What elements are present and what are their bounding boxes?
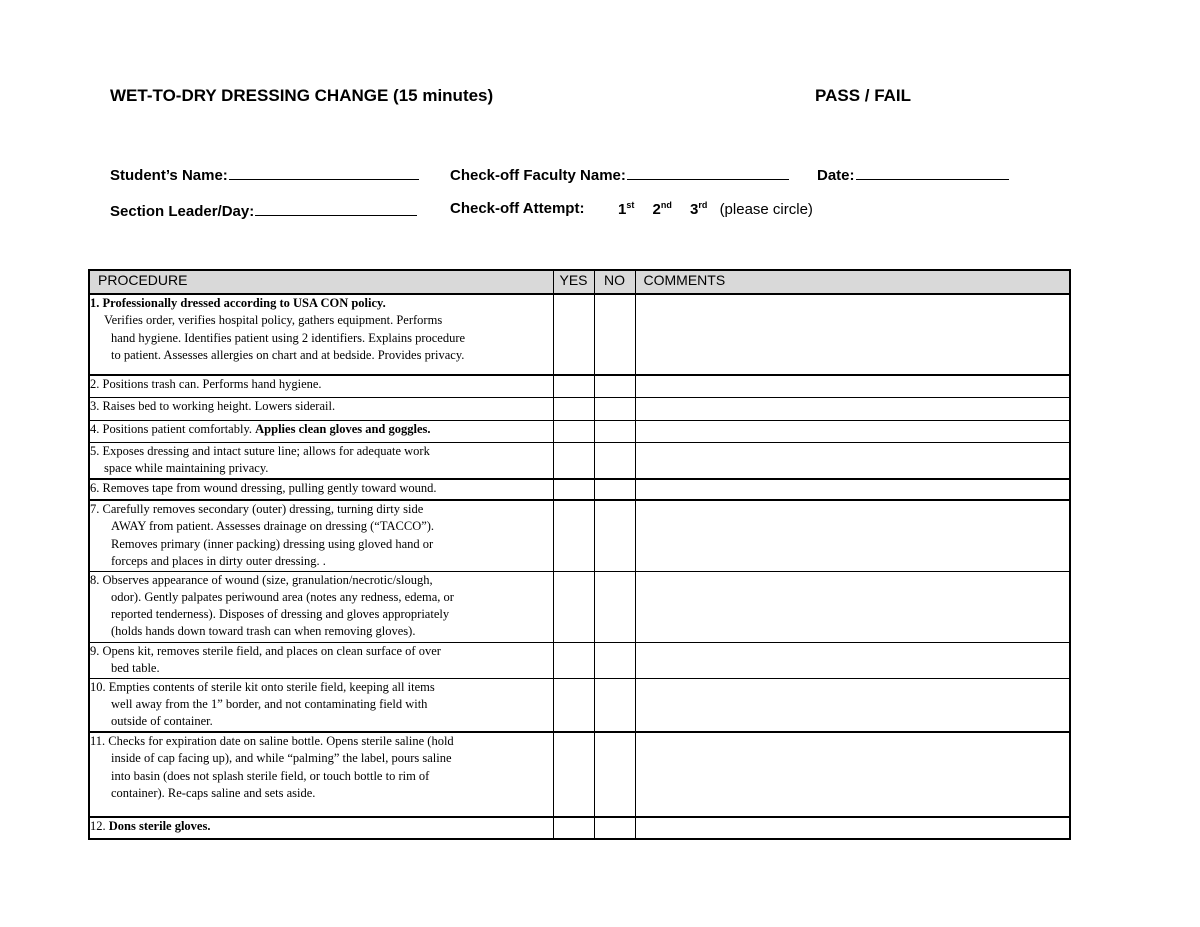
comments-cell[interactable]	[635, 500, 1070, 571]
section-leader-line[interactable]	[255, 200, 417, 216]
procedure-line: Verifies order, verifies hospital policy, gathers equipment. Performs	[104, 313, 443, 328]
procedure-line: Removes primary (inner packing) dressing using gloved hand or	[111, 536, 434, 551]
procedure-cell	[89, 642, 553, 678]
no-cell[interactable]	[594, 571, 635, 642]
pass-fail-label: PASS / FAIL	[815, 86, 912, 105]
procedure-line: 2. Positions trash can. Performs hand hygiene.	[90, 377, 322, 391]
section-leader-field[interactable]	[110, 200, 417, 220]
procedure-line: 9. Opens kit, removes sterile field, and places on clean surface of over	[90, 643, 441, 658]
comments-cell[interactable]	[635, 375, 1070, 397]
date-line[interactable]	[856, 164, 1009, 180]
procedure-cell	[89, 479, 553, 500]
table-row	[89, 500, 1070, 571]
procedure-cell	[89, 375, 553, 397]
attempt-note: (please circle)	[719, 201, 813, 218]
yes-cell[interactable]	[553, 571, 594, 642]
attempt-third[interactable]: 3rd	[690, 200, 708, 218]
table-row	[89, 294, 1070, 375]
procedure-cell	[89, 817, 553, 839]
procedure-line: forceps and places in dirty outer dressing. .	[111, 553, 326, 568]
comments-cell[interactable]	[635, 642, 1070, 678]
yes-cell[interactable]	[553, 420, 594, 442]
no-cell[interactable]	[594, 294, 635, 375]
no-cell[interactable]	[594, 642, 635, 678]
procedure-line: (holds hands down toward trash can when removing gloves).	[111, 624, 416, 639]
comments-cell[interactable]	[635, 571, 1070, 642]
procedure-line: 8. Observes appearance of wound (size, granulation/necrotic/slough,	[90, 572, 433, 587]
no-cell[interactable]	[594, 678, 635, 732]
procedure-line: 11. Checks for expiration date on saline bottle. Opens sterile saline (hold	[90, 734, 454, 748]
procedure-bold-text: Dons sterile gloves.	[108, 819, 211, 833]
yes-cell[interactable]	[553, 442, 594, 479]
procedure-cell	[89, 500, 553, 571]
faculty-name-line[interactable]	[627, 164, 789, 180]
student-name-line[interactable]	[229, 164, 419, 180]
procedure-cell	[89, 678, 553, 732]
attempt-label: Check-off Attempt:	[450, 200, 585, 217]
procedure-line: bed table.	[111, 660, 160, 675]
procedure-line: outside of container.	[111, 714, 213, 729]
procedure-bold-text: Applies clean gloves and goggles.	[255, 421, 431, 436]
table-header-row	[89, 270, 1070, 294]
procedure-line: 12.	[90, 819, 109, 833]
no-cell[interactable]	[594, 442, 635, 479]
yes-cell[interactable]	[553, 500, 594, 571]
yes-cell[interactable]	[553, 732, 594, 817]
table-row	[89, 375, 1070, 397]
header-yes: YES	[553, 270, 594, 294]
table-row	[89, 442, 1070, 479]
no-cell[interactable]	[594, 397, 635, 420]
no-cell[interactable]	[594, 500, 635, 571]
date-field[interactable]	[817, 164, 1009, 184]
procedure-line: AWAY from patient. Assesses drainage on dressing (“TACCO”).	[111, 519, 435, 534]
comments-cell[interactable]	[635, 732, 1070, 817]
procedure-line: 10. Empties contents of sterile kit onto sterile field, keeping all items	[90, 679, 435, 694]
date-label: Date:	[817, 167, 855, 184]
attempt-second[interactable]: 2nd	[652, 200, 672, 218]
procedure-line: odor). Gently palpates periwound area (notes any redness, edema, or	[111, 589, 454, 604]
procedure-line: reported tenderness). Disposes of dressing and gloves appropriately	[111, 607, 450, 622]
header-procedure: PROCEDURE	[89, 270, 553, 294]
table-row	[89, 479, 1070, 500]
table-row	[89, 420, 1070, 442]
procedure-line: space while maintaining privacy.	[104, 460, 269, 475]
no-cell[interactable]	[594, 479, 635, 500]
table-row	[89, 817, 1070, 839]
header-comments: COMMENTS	[635, 270, 1070, 294]
yes-cell[interactable]	[553, 294, 594, 375]
procedure-cell	[89, 397, 553, 420]
comments-cell[interactable]	[635, 294, 1070, 375]
student-name-label: Student’s Name:	[110, 167, 228, 184]
table-row	[89, 571, 1070, 642]
no-cell[interactable]	[594, 732, 635, 817]
procedure-cell	[89, 442, 553, 479]
comments-cell[interactable]	[635, 678, 1070, 732]
procedure-cell	[89, 732, 553, 817]
comments-cell[interactable]	[635, 397, 1070, 420]
header-no: NO	[594, 270, 635, 294]
comments-cell[interactable]	[635, 442, 1070, 479]
procedure-line: well away from the 1” border, and not contaminating field with	[111, 696, 428, 711]
no-cell[interactable]	[594, 375, 635, 397]
procedure-line: 5. Exposes dressing and intact suture line; allows for adequate work	[90, 443, 430, 458]
table-row	[89, 397, 1070, 420]
page-title: WET-TO-DRY DRESSING CHANGE (15 minutes)	[110, 86, 494, 105]
table-row	[89, 732, 1070, 817]
faculty-name-label: Check-off Faculty Name:	[450, 167, 626, 184]
faculty-name-field[interactable]	[450, 164, 789, 184]
comments-cell[interactable]	[635, 817, 1070, 839]
student-name-field[interactable]	[110, 164, 419, 184]
procedure-line: 6. Removes tape from wound dressing, pulling gently toward wound.	[90, 481, 437, 495]
yes-cell[interactable]	[553, 397, 594, 420]
yes-cell[interactable]	[553, 642, 594, 678]
procedure-heading: 1. Professionally dressed according to USA CON policy.	[90, 296, 386, 310]
procedure-line: 4. Positions patient comfortably.	[90, 421, 256, 436]
yes-cell[interactable]	[553, 817, 594, 839]
section-leader-label: Section Leader/Day:	[110, 203, 255, 220]
yes-cell[interactable]	[553, 375, 594, 397]
procedure-line: into basin (does not splash sterile field, or touch bottle to rim of	[111, 768, 430, 783]
procedure-line: hand hygiene. Identifies patient using 2 identifiers. Explains procedure	[111, 330, 466, 345]
table-row	[89, 642, 1070, 678]
no-cell[interactable]	[594, 817, 635, 839]
attempt-options	[618, 200, 813, 218]
procedure-cell	[89, 294, 553, 375]
procedure-cell	[89, 420, 553, 442]
no-cell[interactable]	[594, 420, 635, 442]
yes-cell[interactable]	[553, 479, 594, 500]
procedure-line: 3. Raises bed to working height. Lowers siderail.	[90, 398, 336, 413]
procedure-line: 7. Carefully removes secondary (outer) dressing, turning dirty side	[90, 502, 424, 516]
procedure-line: container). Re-caps saline and sets aside.	[111, 785, 316, 800]
comments-cell[interactable]	[635, 420, 1070, 442]
yes-cell[interactable]	[553, 678, 594, 732]
procedure-line: inside of cap facing up), and while “palming” the label, pours saline	[111, 751, 452, 766]
table-row	[89, 678, 1070, 732]
checklist-table	[88, 269, 1071, 840]
procedure-cell	[89, 571, 553, 642]
comments-cell[interactable]	[635, 479, 1070, 500]
procedure-line: to patient. Assesses allergies on chart and at bedside. Provides privacy.	[111, 347, 465, 362]
attempt-first[interactable]: 1st	[618, 200, 635, 218]
